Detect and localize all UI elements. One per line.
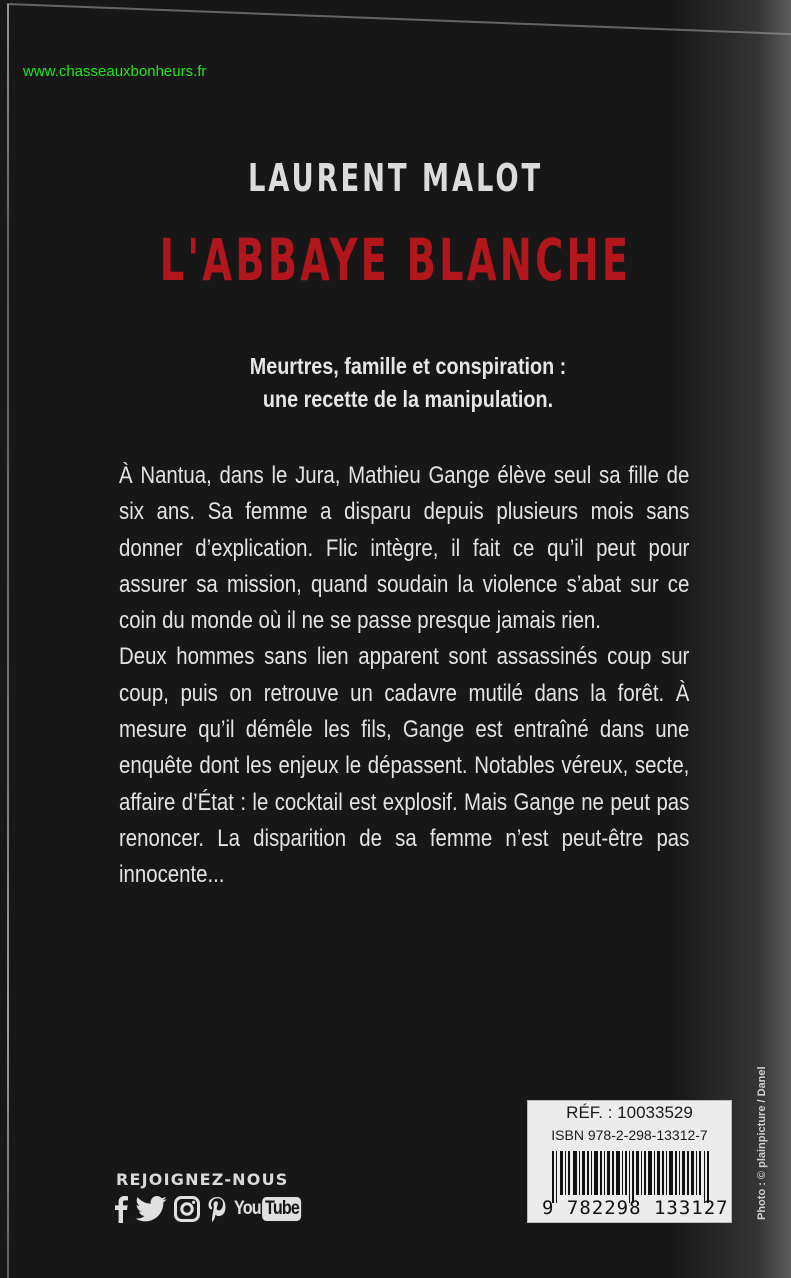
cover-left-edge [7,4,9,1278]
barcode-digits: 9 782298 133127 [542,1197,729,1219]
twitter-icon[interactable] [135,1196,167,1222]
barcode-icon [552,1151,710,1203]
blurb-paragraph-1: À Nantua, dans le Jura, Mathieu Gange élève seul sa fille de six ans. Sa femme a disparu depuis plusieurs mois sans donner d’explication. Flic intègre, il fait ce qu’il peut pour assurer sa mission, quand soudain la violence s’abat sur ce coin du monde où il ne se passe presque jamais rien. [119,462,690,635]
barcode-label [527,1100,732,1223]
youtube-tube-text: Tube [262,1197,301,1221]
social-heading: REJOIGNEZ-NOUS [116,1170,289,1189]
blurb [119,458,689,894]
facebook-icon[interactable] [114,1195,128,1223]
youtube-you-text: You [234,1198,261,1219]
book-title: L'ABBAYE BLANCHE [159,226,632,294]
author-name: LAURENT MALOT [247,156,544,200]
instagram-icon[interactable] [174,1196,200,1222]
youtube-icon[interactable] [234,1197,302,1221]
pinterest-icon[interactable] [207,1196,227,1222]
blurb-paragraph-2: Deux hommes sans lien apparent sont assassinés coup sur coup, puis on retrouve un cadavre mutilé dans la forêt. À mesure qu’il démêle les fils, Gange est entraîné dans une enquête dont les enjeux le dépassent. Notables véreux, secte, affaire d’État : le cocktail est explosif. Mais Gange ne peut pas renoncer. La disparition de sa femme n’est peut-être pas innocente... [119,643,690,889]
isbn-number: ISBN 978-2-298-13312-7 [551,1127,708,1143]
tagline-line-2: une recette de la manipulation. [262,386,554,412]
tagline-line-1: Meurtres, famille et conspiration : [249,353,567,379]
reference-number: RÉF. : 10033529 [566,1103,693,1122]
social-icons [114,1194,313,1224]
photo-credit: Photo : © plainpicture / Danel [756,1066,768,1220]
tagline [57,350,759,416]
watermark-link[interactable]: www.chasseauxbonheurs.fr [23,63,207,80]
